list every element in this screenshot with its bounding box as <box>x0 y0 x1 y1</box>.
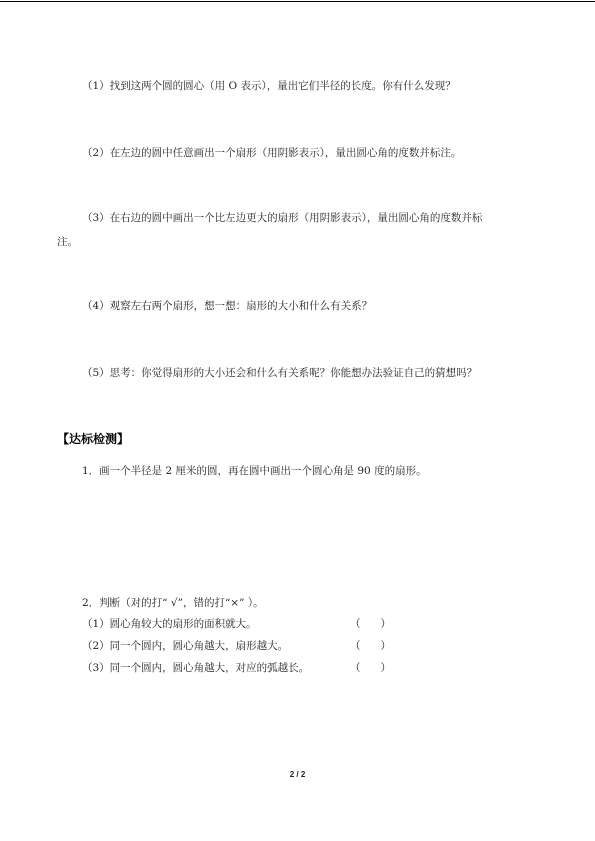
question-3: （3）在右边的圆中画出一个比左边更大的扇形（用阴影表示），量出圆心角的度数并标 <box>82 212 483 224</box>
question-2: （2）在左边的圆中任意画出一个扇形（用阴影表示），量出圆心角的度数并标注。 <box>82 147 462 159</box>
question-3-continued: 注。 <box>57 236 78 248</box>
task-2: 2．判断（对的打“ √”，错的打“×” ）。 <box>82 597 264 609</box>
judge-item-1: （1）圆心角较大的扇形的面积就大。 <box>82 618 257 630</box>
question-1: （1）找到这两个圆的圆心（用 O 表示），量出它们半径的长度。你有什么发现？ <box>82 80 456 92</box>
header-rule <box>0 1 595 2</box>
judge-item-3: （3）同一个圆内，圆心角越大，对应的弧越长。 <box>82 662 310 674</box>
task-1: 1．画一个半径是 2 厘米的圆，再在圆中画出一个圆心角是 90 度的扇形。 <box>82 465 427 477</box>
section-heading: 【达标检测】 <box>57 432 130 446</box>
question-4: （4）观察左右两个扇形，想一想：扇形的大小和什么有关系？ <box>82 300 373 312</box>
answer-parens-1: （ ） <box>350 618 392 630</box>
judge-item-2: （2）同一个圆内，圆心角越大，扇形越大。 <box>82 640 289 652</box>
answer-parens-2: （ ） <box>350 640 392 652</box>
page-number: 2 / 2 <box>289 770 306 779</box>
answer-parens-3: （ ） <box>350 662 392 674</box>
question-5: （5）思考：你觉得扇形的大小还会和什么有关系呢？你能想办法验证自己的猜想吗？ <box>82 367 478 379</box>
